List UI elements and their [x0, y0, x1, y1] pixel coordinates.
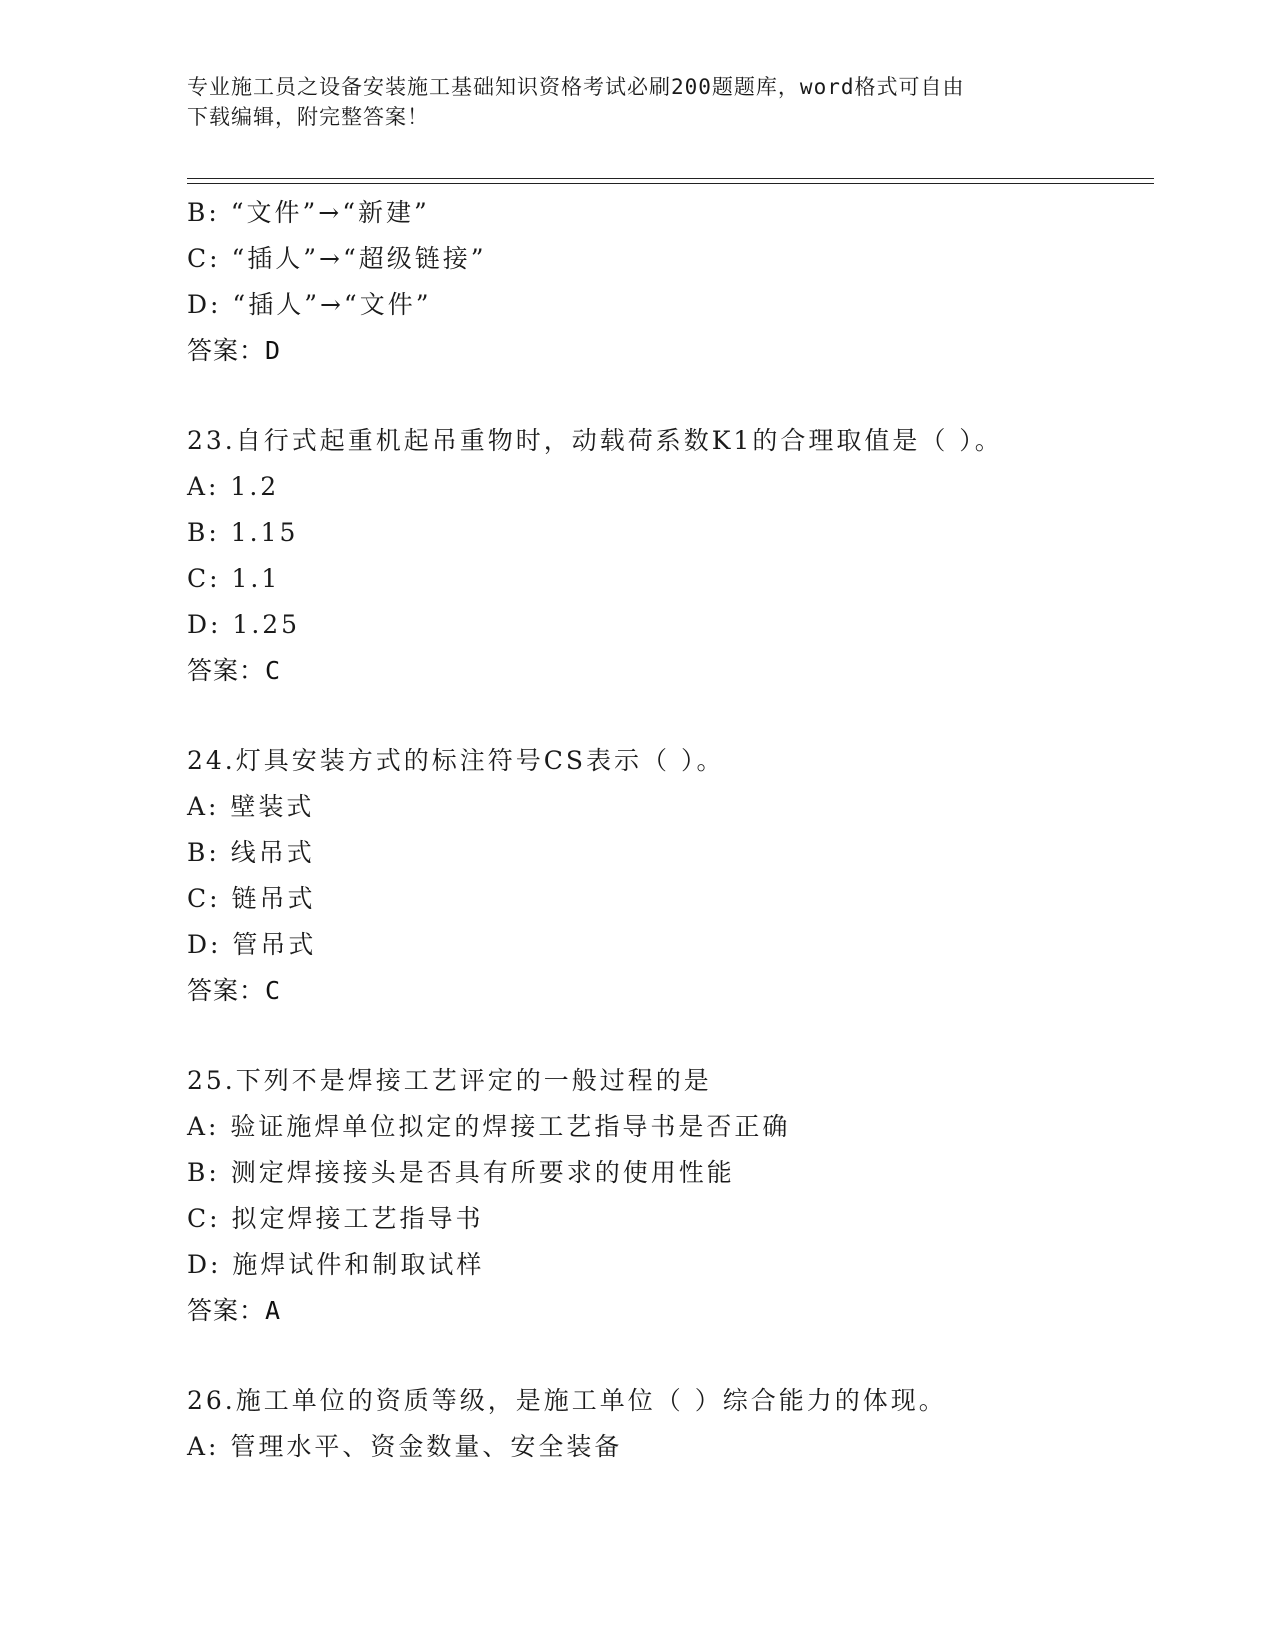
option-a: A: 1.2: [187, 472, 280, 501]
option-d: D: 管吊式: [187, 930, 317, 959]
option-a: A: 管理水平、资金数量、安全装备: [187, 1432, 623, 1461]
answer-line: 答案：A: [187, 1296, 282, 1325]
question-text: 23.自行式起重机起吊重物时，动载荷系数K1的合理取值是（ ）。: [187, 426, 1003, 455]
option-d: D: “插人”→“文件”: [187, 290, 432, 319]
option-a: A: 壁装式: [187, 792, 315, 821]
option-c: C: 1.1: [187, 564, 281, 593]
option-a: A: 验证施焊单位拟定的焊接工艺指导书是否正确: [187, 1112, 791, 1141]
option-c: C: 链吊式: [187, 884, 316, 913]
question-text: 25.下列不是焊接工艺评定的一般过程的是: [187, 1066, 712, 1095]
document-header: [187, 72, 1087, 132]
question-22: [187, 190, 1147, 374]
header-line-2: 下载编辑，附完整答案！: [187, 105, 429, 129]
option-c: C: “插人”→“超级链接”: [187, 244, 487, 273]
question-23: [187, 418, 1147, 694]
answer-line: 答案：D: [187, 336, 282, 365]
option-d: D: 施焊试件和制取试样: [187, 1250, 485, 1279]
option-d: D: 1.25: [187, 610, 301, 639]
option-b: B: 线吊式: [187, 838, 315, 867]
question-25: [187, 1058, 1147, 1334]
option-b: B: 测定焊接接头是否具有所要求的使用性能: [187, 1158, 735, 1187]
question-26: [187, 1378, 1147, 1470]
question-text: 24.灯具安装方式的标注符号CS表示（ ）。: [187, 746, 725, 775]
answer-line: 答案：C: [187, 656, 282, 685]
header-divider-top: [187, 178, 1154, 179]
question-24: [187, 738, 1147, 1014]
option-b: B: 1.15: [187, 518, 299, 547]
header-line-1: 专业施工员之设备安装施工基础知识资格考试必刷200题题库，word格式可自由: [187, 75, 965, 99]
question-list: [187, 190, 1147, 1470]
question-text: 26.施工单位的资质等级，是施工单位（ ）综合能力的体现。: [187, 1386, 947, 1415]
option-b: B: “文件”→“新建”: [187, 198, 430, 227]
answer-line: 答案：C: [187, 976, 282, 1005]
header-divider-bottom: [187, 183, 1154, 184]
option-c: C: 拟定焊接工艺指导书: [187, 1204, 484, 1233]
